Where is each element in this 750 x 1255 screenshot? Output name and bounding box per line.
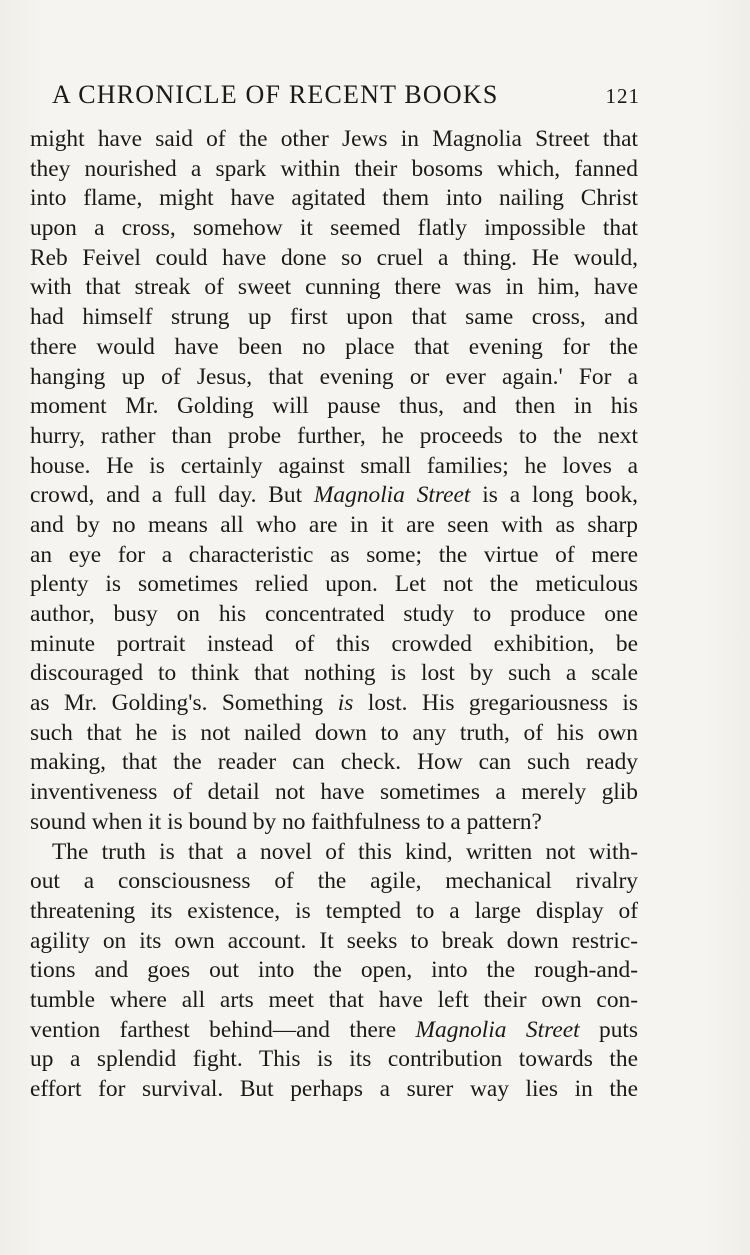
paragraph-first-line: The truth is that a novel of this kind, written not with-: [52, 838, 638, 865]
text-line: Reb Feivel could have done so cruel a thing. He would,: [30, 244, 638, 271]
text-line: and by no means all who are in it are seen with as sharp: [30, 511, 638, 538]
text-line: might have said of the other Jews in Magnolia Street that: [30, 126, 638, 152]
italic-title: Magnolia Street: [313, 482, 471, 509]
running-head: [52, 80, 640, 114]
text-line: upon a cross, somehow it seemed flatly impossible that: [30, 215, 638, 242]
text-line: hanging up of Jesus, that evening or ever again.' For a: [30, 363, 638, 390]
text-line: effort for survival. But perhaps a surer way lies in the: [30, 1076, 638, 1102]
text-line: an eye for a characteristic as some; the virtue of mere: [30, 541, 638, 568]
text-line: hurry, rather than probe further, he proceeds to the next: [30, 422, 638, 449]
text-run: lost. His gregariousness is: [353, 690, 638, 717]
italic-emphasis: is: [337, 690, 354, 717]
italic-title: Magnolia Street: [415, 1016, 580, 1043]
text-run: is a long book,: [470, 482, 638, 509]
text-line: author, busy on his concentrated study to produce one: [30, 601, 638, 627]
text-line: [30, 481, 638, 511]
text-line: tumble where all arts meet that have left their own con-: [30, 986, 638, 1013]
text-line: had himself strung up first upon that same cross, and: [30, 304, 638, 331]
text-line: threatening its existence, is tempted to a large display of: [30, 897, 638, 924]
page-number: 121: [605, 84, 640, 108]
text-line: plenty is sometimes relied upon. Let not the meticulous: [30, 571, 638, 598]
text-line: with that streak of sweet cunning there was in him, have: [30, 274, 638, 301]
text-run: puts: [579, 1016, 638, 1043]
text-line: up a splendid fight. This is its contribution towards the: [30, 1046, 638, 1073]
text-line: minute portrait instead of this crowded exhibition, be: [30, 630, 638, 657]
text-line: moment Mr. Golding will pause thus, and then in his: [30, 393, 638, 420]
running-head-title: A CHRONICLE OF RECENT BOOKS: [52, 80, 499, 109]
text-run: crowd, and a full day. But: [30, 482, 314, 509]
text-line: they nourished a spark within their bosoms which, fanned: [30, 155, 638, 182]
text-line: [30, 1016, 638, 1046]
text-line: agility on its own account. It seeks to break down restric-: [30, 927, 638, 954]
text-line: such that he is not nailed down to any truth, of his own: [30, 719, 638, 746]
text-line: tions and goes out into the open, into the rough-and-: [30, 957, 638, 984]
body-text: [30, 125, 638, 1105]
text-run: as Mr. Golding's. Something: [30, 690, 338, 717]
text-line: there would have been no place that evening for the: [30, 333, 638, 360]
text-line: sound when it is bound by no faithfulness to a pattern?: [30, 808, 542, 835]
text-line: [30, 689, 638, 719]
text-line: into flame, might have agitated them into nailing Christ: [30, 185, 638, 212]
text-line: discouraged to think that nothing is lost by such a scale: [30, 660, 638, 687]
text-line: making, that the reader can check. How can such ready: [30, 749, 638, 776]
text-run: vention farthest behind—and there: [30, 1016, 416, 1043]
text-line: house. He is certainly against small families; he loves a: [30, 452, 638, 479]
text-line: out a consciousness of the agile, mechanical rivalry: [30, 868, 638, 895]
text-line: inventiveness of detail not have sometimes a merely glib: [30, 779, 638, 806]
